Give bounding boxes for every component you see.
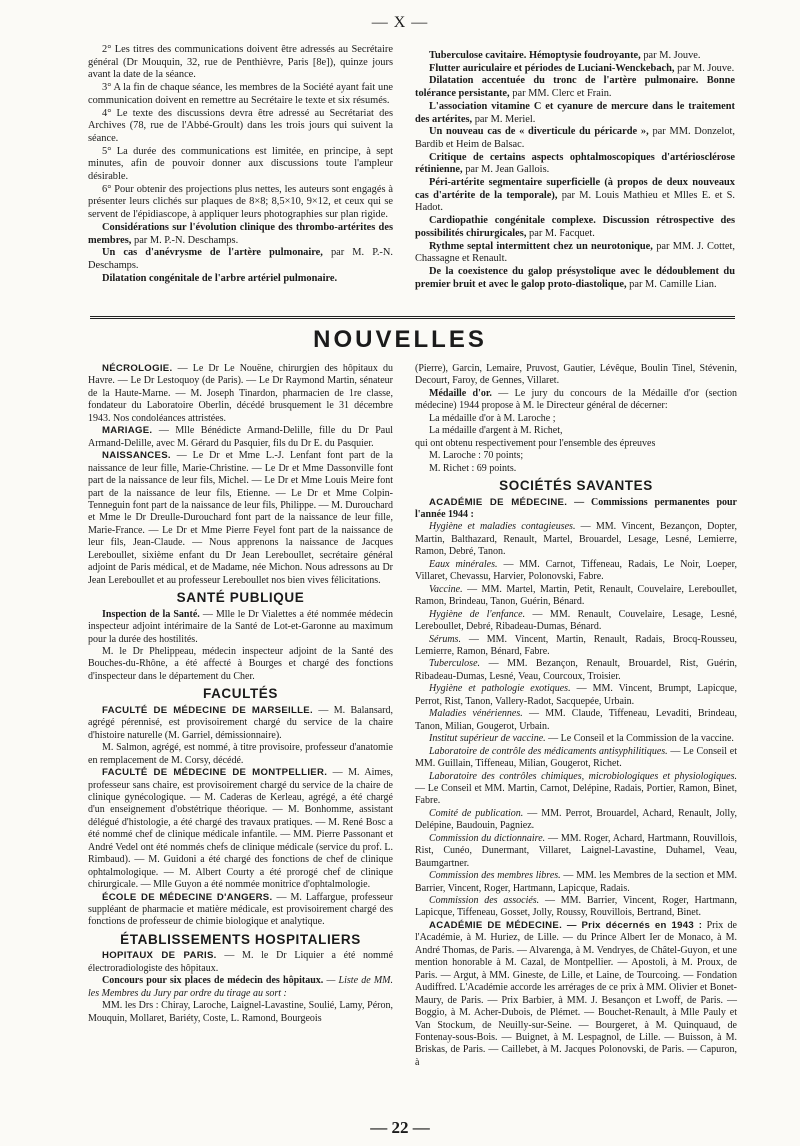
commission-item xyxy=(415,521,737,558)
commission-members: — MM. Carnot, Tiffeneau, Radais, Le Noir, Loeper, Villaret, Chevassu, Harvier, Polonovski, Fabre. xyxy=(415,558,738,583)
concours-paragraph: Concours pour six places de médecin des hôpitaux. — Liste de MM. les Membres du Jury par ordre du tirage au sort : xyxy=(88,975,393,999)
angers-paragraph: ÉCOLE DE MÉDECINE D'ANGERS. — M. Laffargue, professeur suppléant de pharmacie et matière médicale, est provisoirement chargé des fonctions de professeur de chimie biologique et analytique. xyxy=(88,891,394,928)
communication-title: Cardiopathie congénitale complexe. Discussion rétrospective des possibilités chirurgicales, par M. Facquet. xyxy=(415,215,735,239)
section-heading-facultes: FACULTÉS xyxy=(202,686,279,702)
rule-paragraph: 6° Pour obtenir des projections plus nettes, les auteurs sont engagés à présenter leurs clichés sur plaques de 8×8; 8,5×10, 9×12, et ceux qui se servent de l'épidiascope, à appliquer leurs photographies sur plan rigide. xyxy=(88,183,393,221)
prix-paragraph: ACADÉMIE DE MÉDECINE. — Prix décernés en 1943 : Prix de l'Académie, à M. Huriez, de Lille. — du Prince Albert Ier de Monaco, à M. André Thomas, de Paris. — Alvarenga, à M. Vendryes, de Châtel-Guyon, et une mention honorable à M. Cazal, de Montpellier. — Apostoli, à M. Proux, de Paris. — Argut, à MM. Gineste, de Lille, et Laine, de Tourcoing. — Fondation Audiffred. L'Académie accorde les arrérages de ce prix à MM. Olivier et Bonet-Maury, de Paris. — Prix Barbier, à MM. J. Besançon et Lwoff, de Paris. — Boggio, à M. Acher-Dubois, de Plémet. — Bouchet-Renault, à Mlle Pauly et Van Stockum, de Neuilly-sur-Seine. — Bourgeret, à M. Quinquaud, de Fontenay-sous-Bois. — Buignet, à M. Lespagnol, de Lille. — Buisson, à M. Briskas, de Paris. — Caillebet, à M. Jacques Polonovski, de Paris. — Capuron, à xyxy=(415,919,737,1068)
communication-title: Tuberculose cavitaire. Hémoptysie foudroyante, par M. Jouve. xyxy=(429,50,701,61)
bottom-right-column xyxy=(415,363,737,1069)
commission-name: Comité de publication. xyxy=(429,807,524,819)
commission-members: — Le Conseil et la Commission de la vaccine. xyxy=(548,733,734,745)
commission-name: Maladies vénériennes. xyxy=(429,708,523,720)
commission-item xyxy=(415,584,737,609)
communication-title: Un nouveau cas de « diverticule du péricarde », par MM. Donzelot, Bardib et Heim de Balsac. xyxy=(415,126,735,150)
commission-name: Hygiène et maladies contagieuses. xyxy=(429,521,576,533)
commission-members: — MM. Claude, Tiffeneau, Levaditi, Brindeau, Tanon, Milian, Gougerot, Urbain. xyxy=(415,708,738,732)
commission-members: — MM. Vincent, Martin, Renault, Radais, Brocq-Rousseu, Lemierre, Ramon, Bénard, Fabre. xyxy=(415,633,738,657)
points-line: M. Richet : 69 points. xyxy=(429,462,517,474)
marseille-paragraph: M. Salmon, agrégé, est nommé, à titre provisoire, professeur d'anatomie en remplacement de M. Corsy, décédé. xyxy=(88,742,393,766)
communication-title: Dilatation congénitale de l'arbre artériel pulmonaire. xyxy=(102,272,338,284)
footer-page-number: — 22 — xyxy=(370,1118,430,1137)
section-heading-societes: SOCIÉTÉS SAVANTES xyxy=(499,478,653,494)
commission-name: Sérums. xyxy=(429,633,461,645)
commission-members: — Le Conseil et MM. Martin, Carnot, Delépine, Radais, Portier, Ramon, Binet, Fabre. xyxy=(415,782,737,807)
commission-item xyxy=(415,683,737,708)
commission-members: — MM. Roger, Achard, Hartmann, Rouvillois, Rist, Cunéo, Dunermant, Villaret, Laignel-Lavastine, Duhamel, Veau, Baumgartner. xyxy=(415,832,738,869)
points-line: M. Laroche : 70 points; xyxy=(429,450,524,462)
top-right-column xyxy=(415,50,735,291)
medaille-line: La médaille d'argent à M. Richet, xyxy=(429,425,563,437)
rule-paragraph: 5° La durée des communications est limitée, en principe, à sept minutes, afin de pouvoir donner aux discussions toute l'ampleur désirable. xyxy=(88,145,393,183)
commissions-list xyxy=(415,521,737,920)
main-title: NOUVELLES xyxy=(313,326,487,353)
commission-members: — MM. Bezançon, Renault, Brouardel, Rist, Guérin, Ribadeau-Dumas, Lesné, Veau, Courcoux, Troisier. xyxy=(415,658,737,682)
communication-title: Flutter auriculaire et périodes de Luciani-Wenckebach, par M. Jouve. xyxy=(429,62,735,74)
communication-title: Rythme septal intermittent chez un neurotonique, par MM. J. Cottet, Chassagne et Renault. xyxy=(415,240,735,265)
rule-paragraph: 2° Les titres des communications doivent être adressés au Secrétaire général (Dr Mouquin, 32, rue de Penthièvre, Paris [8e]), quinze jours avant la date de la séance. xyxy=(88,44,393,81)
commission-name: Hygiène de l'enfance. xyxy=(429,608,526,620)
commission-members: — MM. Barrier, Vincent, Roger, Hartmann, Lapicque, Tiffeneau, Gosset, Jolly, Roussy, Rouvillois, Bertrand, Binet. xyxy=(415,895,737,919)
communication-title: Considérations sur l'évolution clinique des thrombo-artérites des membres, par M. P.-N. Deschamps. xyxy=(88,221,393,246)
communication-title: L'association vitamine C et cyanure de mercure dans le traitement des artérites, par M. Meriel. xyxy=(415,100,735,125)
commission-name: Institut supérieur de vaccine. xyxy=(429,733,546,745)
commission-members: — MM. les Membres de la section et MM. Barrier, Vincent, Roger, Hartmann, Lapicque, Radais. xyxy=(415,870,737,894)
rule-paragraph: 3° A la fin de chaque séance, les membres de la Société ayant fait une communication doivent en remettre au Secrétaire le texte et six résumés. xyxy=(88,82,393,106)
hopitaux-paragraph: HOPITAUX DE PARIS. — M. le Dr Liquier a été nommé électroradiologiste des hôpitaux. xyxy=(88,950,394,974)
communication-title: Péri-artérite segmentaire superficielle (à propos de deux nouveaux cas d'artérite de la temporale), par M. Louis Mathieu et Mlles E. et S. Hadot. xyxy=(415,177,735,214)
commission-members: — MM. Vincent, Bezançon, Dopter, Martin, Balthazard, Renault, Martel, Brouardel, Lesage, Lesné, Lemierre, Ramon, Debré, Tanon. xyxy=(415,521,737,558)
commission-name: Laboratoire des contrôles chimiques, microbiologiques et physiologiques. xyxy=(429,770,737,782)
mariage-paragraph: MARIAGE. — Mlle Bénédicte Armand-Delille, fille du Dr Paul Armand-Delille, avec M. Gérard du Pasquier, fils du Dr E. du Pasquier. xyxy=(88,425,394,449)
communication-title: Dilatation accentuée du tronc de l'artère pulmonaire. Bonne tolérance persistante, par MM. Clerc et Frain. xyxy=(415,75,735,100)
bottom-left-column xyxy=(88,363,393,1025)
communication-title: Un cas d'anévrysme de l'artère pulmonaire, par M. P.-N. Deschamps. xyxy=(88,247,393,271)
commission-name: Commission des associés. xyxy=(429,895,540,907)
jury-continued: (Pierre), Garcin, Lemaire, Pruvost, Gautier, Lévêque, Boulin Tinel, Stévenin, Decourt, Faroy, de Gennes, Villaret. xyxy=(415,363,737,387)
marseille-paragraph: FACULTÉ DE MÉDECINE DE MARSEILLE. — M. Balansard, agrégé pérennisé, est provisoirement chargé du service de la chaire d'histoire naturelle (M. Garriel, démissionnaire). xyxy=(88,704,393,741)
commission-item xyxy=(415,733,737,745)
commission-name: Commission des membres libres. xyxy=(429,870,561,882)
medaille-paragraph: Médaille d'or. — Le jury du concours de la Médaille d'or (section médecine) 1944 propose à M. le Directeur général de décerner: xyxy=(415,387,737,412)
commission-members: — MM. Martel, Martin, Petit, Renault, Couvelaire, Lereboullet, Ramon, Brindeau, Tanon, Guérin, Bénard. xyxy=(415,583,737,608)
commission-name: Tuberculose. xyxy=(429,658,481,670)
top-left-column xyxy=(88,44,393,285)
commission-members: — MM. Renault, Couvelaire, Lesage, Lesné, Lereboullet, Debré, Ribadeau-Dumas, Bénard. xyxy=(415,608,738,633)
commission-item xyxy=(415,559,737,584)
necrologie-paragraph: NÉCROLOGIE. — Le Dr Le Nouëne, chirurgien des hôpitaux du Havre. — Le Dr Lestoquoy (de Paris). — Le Dr Raymond Martin, sénateur de la Haute-Marne. — M. Joseph Tinardon, pharmacien de 1re classe, fondateur du Laboratoire Oberlin, décédé brusquement le 31 décembre 1943. Nos condoléances attristées. xyxy=(88,363,394,424)
rule-paragraph: 4° Le texte des discussions devra être adressé au Secrétariat des Archives (78, rue de l'Abbé-Groult) dans les trois jours qui suivent la séance. xyxy=(88,107,393,144)
academie-paragraph: ACADÉMIE DE MÉDECINE. — Commissions permanentes pour l'année 1944 : xyxy=(415,496,738,520)
commission-name: Commission du dictionnaire. xyxy=(429,832,546,844)
commission-name: Laboratoire de contrôle des médicaments antisyphilitiques. xyxy=(429,745,668,757)
commission-item xyxy=(415,708,737,733)
commission-members: — MM. Vincent, Brumpt, Lapicque, Perrot, Rist, Tanon, Vallery-Radot, Sacquepée, Urbain. xyxy=(415,683,737,707)
section-heading-sante: SANTÉ PUBLIQUE xyxy=(176,590,305,606)
commission-item xyxy=(415,746,737,771)
section-rule xyxy=(90,316,735,317)
communication-title: Critique de certains aspects ophtalmoscopiques d'artériosclérose rétinienne, par M. Jean Gallois. xyxy=(415,151,735,176)
montpellier-paragraph: FACULTÉ DE MÉDECINE DE MONTPELLIER. — M. Aimes, professeur sans chaire, est provisoirement chargé du service de la chaire de clinique gynécologique. — M. Caderas de Kerleau, agrégé, a été chargé d'un enseignement d'obstétrique théorique. — M. Bonhomme, assistant délégué d'histologie, a été chargé des travaux pratiques. — M. René Bosc a été nommé chef de clinique médicale infantile. — MM. Pierre Passonant et André Vedel ont été nommés chefs de clinique médicale (service du prof. L. Rimbaud). — M. Guidoni a été chargé des fonctions de chef de clinique ophtalmologique. — M. Albert Courty a été prorogé chef de clinique chirurgicale. — Mlle Guyon a été nommée monitrice d'ophtalmologie. xyxy=(88,767,394,891)
medaille-line: La médaille d'or à M. Laroche ; xyxy=(429,412,556,424)
commission-item xyxy=(415,771,737,808)
header-page-roman: — X — xyxy=(371,14,429,31)
section-heading-hospitaliers: ÉTABLISSEMENTS HOSPITALIERS xyxy=(120,931,361,947)
sante-paragraph: Inspection de la Santé. — Mlle le Dr Vialettes a été nommée médecin inspecteur adjoint intérimaire de la Santé de Lot-et-Garonne au maximum pour la durée des hostilités. xyxy=(88,608,393,645)
sante-paragraph: M. le Dr Phelippeau, médecin inspecteur adjoint de la Santé des Bouches-du-Rhône, a été affecté à Bourges et chargé des fonctions d'inspecteur dans le département du Cher. xyxy=(88,645,393,682)
commission-item xyxy=(415,658,737,683)
commission-item xyxy=(415,808,737,833)
commission-item xyxy=(415,634,737,659)
medaille-paragraph: qui ont obtenu respectivement pour l'ensemble des épreuves xyxy=(415,437,656,449)
section-rule xyxy=(90,318,735,319)
commission-name: Vaccine. xyxy=(429,583,463,595)
commission-members: — MM. Perrot, Brouardel, Achard, Renault, Jolly, Delépine, Baudouin, Pagniez. xyxy=(415,807,737,832)
commission-name: Hygiène et pathologie exotiques. xyxy=(429,683,571,695)
commission-item xyxy=(415,895,737,920)
naissances-paragraph: NAISSANCES. — Le Dr et Mme L.-J. Lenfant font part de la naissance de leur fille, Marie-Christine. — Le Dr et Mme Dassonville font part de la naissance de leur fils, Michel. — Le Dr et Mme Louis Meire font part de la naissance de leur fils, Etienne. — Le Dr et Mme Colpin-Tenneguin font part de la naissance de leur fils, Philippe. — M. Durouchard et Mme le Dr Dreulle-Durouchard font part de la naissance de leur fille, Marie-France. — Le Dr et Mme Pierre Feyel font part de la naissance de leur fils, Jean-Claude. — Nous apprenons la naissance de Jacques Lereboullet, sixième enfant du Dr Jean Lereboullet, secrétaire général adjoint de Paris médical, et de Madame, née Michon. Nous adressons au Dr Jean Lereboullet et au professeur Lereboullet nos bien vives félicitations. xyxy=(88,450,393,586)
commission-item xyxy=(415,870,737,895)
commission-item xyxy=(415,609,737,634)
commission-item xyxy=(415,833,737,870)
commission-name: Eaux minérales. xyxy=(429,558,498,570)
jury-paragraph: MM. les Drs : Chiray, Laroche, Laignel-Lavastine, Soulié, Lamy, Péron, Mouquin, Mollaret, Bariéty, Coste, L. Ramond, Bourgeois xyxy=(88,1000,393,1024)
commission-members: — Le Conseil et MM. Guillain, Tiffeneau, Milian, Gougerot, Richet. xyxy=(415,745,738,770)
communication-title: De la coexistence du galop présystolique avec le dédoublement du premier bruit et avec le galop proto-diastolique, par M. Camille Lian. xyxy=(415,265,735,290)
